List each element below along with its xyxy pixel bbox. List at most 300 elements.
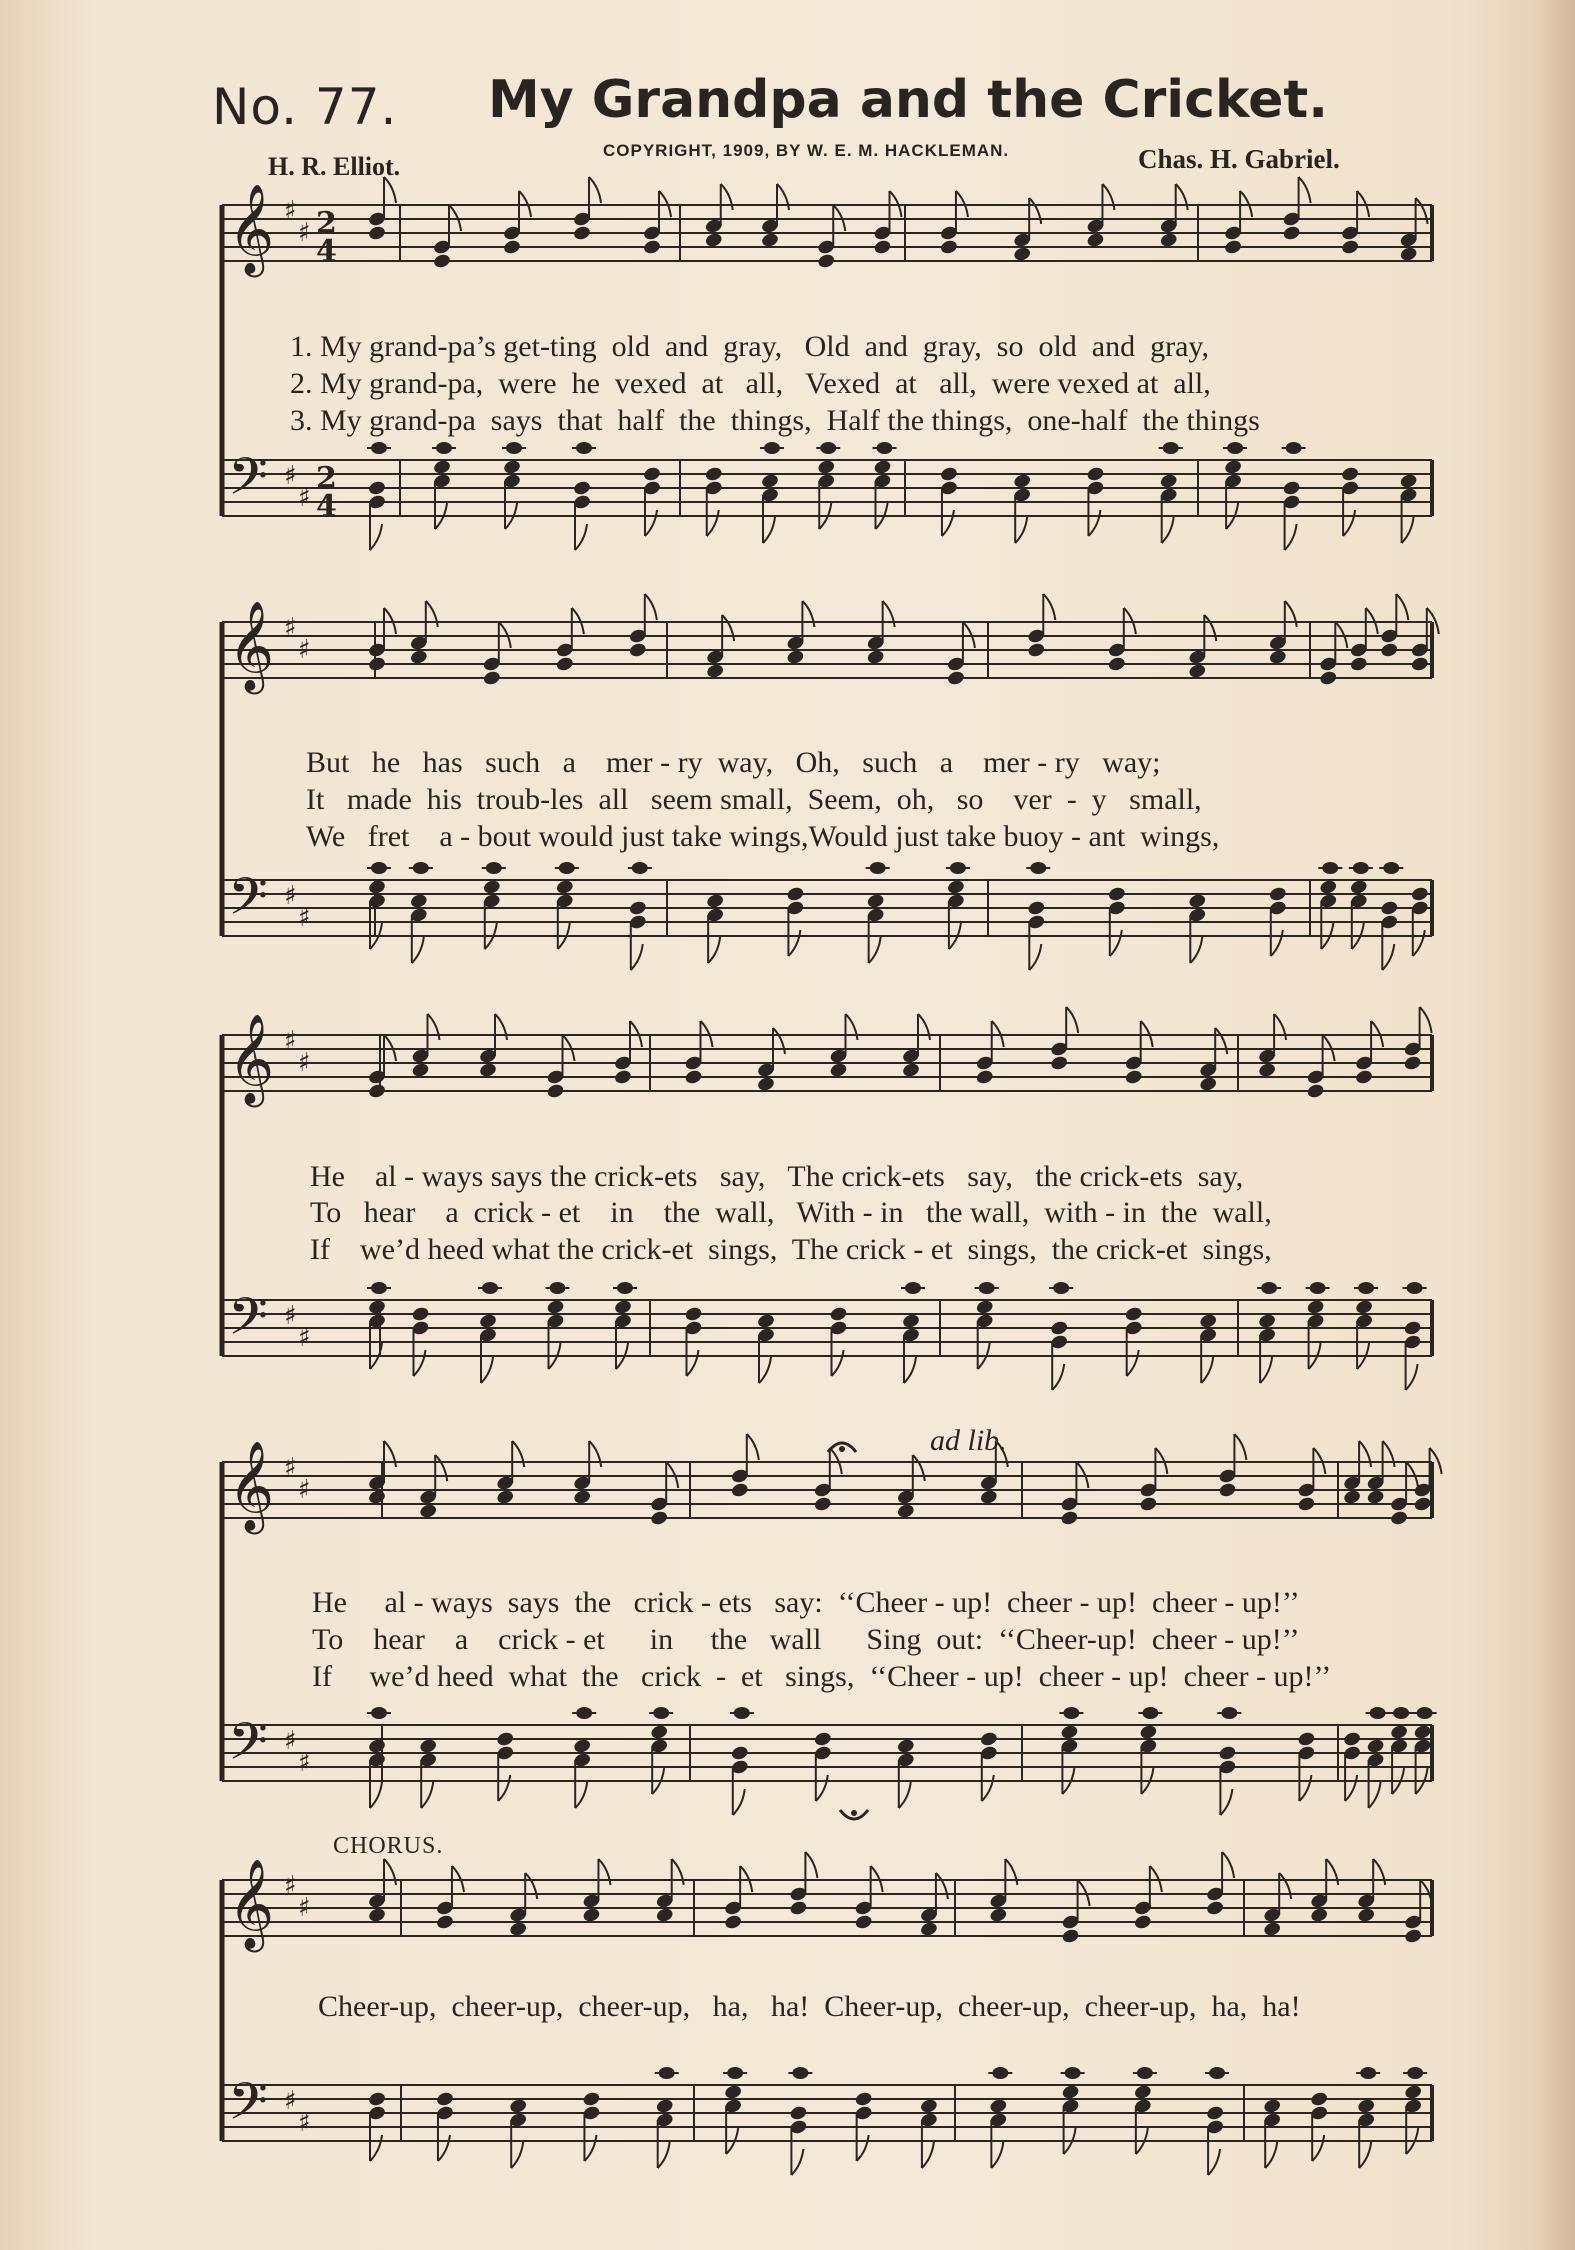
note-flag xyxy=(589,1441,601,1467)
note-flag xyxy=(1359,1441,1371,1467)
treble-notehead xyxy=(411,1062,430,1079)
bass-notehead xyxy=(919,2098,938,2115)
chorus-label: CHORUS. xyxy=(333,1833,444,1859)
note-flag xyxy=(421,1782,433,1808)
treble-notehead xyxy=(1013,246,1032,263)
note-flag xyxy=(370,524,382,550)
note-flag xyxy=(788,930,800,956)
treble-notehead xyxy=(1403,1055,1422,1072)
key-sharp: ♯ xyxy=(284,1453,297,1483)
composer-credit: Chas. H. Gabriel. xyxy=(1138,144,1340,174)
bass-notehead xyxy=(546,1299,565,1316)
bass-notehead xyxy=(411,1306,430,1323)
treble-clef: 𝄞 xyxy=(228,1859,275,1949)
treble-notehead xyxy=(1086,232,1105,249)
key-sharp: ♯ xyxy=(284,2086,297,2116)
bass-notehead xyxy=(730,1745,749,1762)
lyric-line: If we’d heed what the crick - et sings, ‘‘Cheer - up! cheer - up! cheer - up!’’ xyxy=(312,1660,1332,1693)
bass-notehead xyxy=(628,900,647,917)
fermata-dot xyxy=(851,1810,857,1816)
bass-notehead xyxy=(555,879,574,896)
bass-notehead xyxy=(979,1731,998,1748)
note-flag xyxy=(904,1357,916,1383)
treble-notehead xyxy=(1282,225,1301,242)
note-flag xyxy=(1066,1007,1078,1033)
bass-notehead xyxy=(817,459,836,476)
treble-notehead xyxy=(896,1503,915,1520)
note-flag xyxy=(1406,1364,1418,1390)
treble-notehead xyxy=(724,1914,743,1931)
bass-notehead xyxy=(760,473,779,490)
bass-notehead xyxy=(1310,2091,1329,2108)
key-sharp: ♯ xyxy=(284,613,297,643)
note-flag xyxy=(1343,510,1355,536)
treble-notehead xyxy=(1349,656,1368,673)
note-flag xyxy=(1279,1873,1291,1899)
bass-notehead xyxy=(975,1299,994,1316)
treble-notehead xyxy=(1124,1069,1143,1086)
note-flag xyxy=(899,1782,911,1808)
author-credit: H. R. Elliot. xyxy=(268,152,401,181)
note-flag xyxy=(791,2149,803,2175)
note-flag xyxy=(370,2135,382,2161)
treble-notehead xyxy=(432,253,451,270)
bass-notehead xyxy=(432,459,451,476)
treble-notehead xyxy=(409,649,428,666)
lyric-line: We fret a - bout would just take wings,Would just take buoy - ant wings, xyxy=(306,820,1220,853)
bass-notehead xyxy=(1061,2084,1080,2101)
note-flag xyxy=(658,2142,670,2168)
bass-notehead xyxy=(1282,480,1301,497)
bass-notehead xyxy=(1297,1731,1316,1748)
treble-clef: 𝄞 xyxy=(228,1441,275,1531)
note-flag xyxy=(1260,1357,1272,1383)
treble-notehead xyxy=(367,656,386,673)
note-flag xyxy=(1110,930,1122,956)
treble-notehead xyxy=(502,239,521,256)
time-signature: 2 xyxy=(316,206,337,241)
key-sharp: ♯ xyxy=(284,881,297,911)
treble-notehead xyxy=(1218,1482,1237,1499)
bass-notehead xyxy=(1355,1299,1374,1316)
note-flag xyxy=(1420,1007,1432,1033)
treble-notehead xyxy=(642,239,661,256)
key-sharp: ♯ xyxy=(284,1026,297,1056)
note-flag xyxy=(1052,1364,1064,1390)
note-flag xyxy=(1234,1434,1246,1460)
note-flag xyxy=(575,1782,587,1808)
bass-notehead xyxy=(435,2091,454,2108)
treble-notehead xyxy=(1199,1076,1218,1093)
bass-notehead xyxy=(684,1306,703,1323)
treble-notehead xyxy=(478,1062,497,1079)
bass-notehead xyxy=(1410,886,1429,903)
note-flag xyxy=(936,1873,948,1899)
treble-notehead xyxy=(1306,1083,1325,1100)
bass-clef: 𝄢 xyxy=(228,1711,268,1784)
note-flag xyxy=(991,2142,1003,2168)
bass-notehead xyxy=(1380,900,1399,917)
key-sharp: ♯ xyxy=(298,1893,311,1923)
bass-notehead xyxy=(1306,1299,1325,1316)
treble-notehead xyxy=(655,1907,674,1924)
treble-notehead xyxy=(756,1076,775,1093)
lyric-line: 3. My grand-pa says that half the things, Half the things, one-half the things xyxy=(290,404,1260,437)
note-flag xyxy=(584,2135,596,2161)
key-sharp: ♯ xyxy=(298,1323,311,1353)
treble-notehead xyxy=(582,1907,601,1924)
bass-notehead xyxy=(939,466,958,483)
time-signature: 2 xyxy=(316,461,337,496)
note-flag xyxy=(722,615,734,641)
note-flag xyxy=(1222,1852,1234,1878)
note-flag xyxy=(1162,517,1174,543)
key-sharp: ♯ xyxy=(298,903,311,933)
note-flag xyxy=(883,601,895,627)
time-signature: 4 xyxy=(316,489,337,524)
treble-notehead xyxy=(1263,1921,1282,1938)
bass-notehead xyxy=(613,1299,632,1316)
bass-notehead xyxy=(1050,1320,1069,1337)
bass-notehead xyxy=(854,2091,873,2108)
key-sharp: ♯ xyxy=(298,483,311,513)
note-flag xyxy=(1326,1859,1338,1885)
note-flag xyxy=(589,177,601,203)
treble-notehead xyxy=(760,232,779,249)
bass-notehead xyxy=(1263,2098,1282,2115)
note-flag xyxy=(802,601,814,627)
bass-notehead xyxy=(989,2098,1008,2115)
note-flag xyxy=(1285,524,1297,550)
treble-notehead xyxy=(789,1900,808,1917)
note-flag xyxy=(438,2135,450,2161)
bass-notehead xyxy=(1086,466,1105,483)
note-flag xyxy=(1312,2135,1324,2161)
treble-notehead xyxy=(1206,1900,1225,1917)
key-sharp: ♯ xyxy=(298,635,311,665)
treble-notehead xyxy=(367,1907,386,1924)
bass-notehead xyxy=(1060,1724,1079,1741)
note-flag xyxy=(846,1014,858,1040)
note-flag xyxy=(384,1441,396,1467)
note-flag xyxy=(773,1028,785,1054)
note-flag xyxy=(672,1859,684,1885)
note-flag xyxy=(1416,198,1428,224)
bass-notehead xyxy=(496,1731,515,1748)
bass-notehead xyxy=(1013,473,1032,490)
bass-notehead xyxy=(642,466,661,483)
treble-notehead xyxy=(650,1510,669,1527)
treble-notehead xyxy=(1319,670,1338,687)
note-flag xyxy=(763,517,775,543)
note-flag xyxy=(922,2142,934,2168)
treble-notehead xyxy=(939,239,958,256)
note-flag xyxy=(1382,944,1394,970)
copyright-notice: COPYRIGHT, 1909, BY W. E. M. HACKLEMAN. xyxy=(603,141,1010,160)
note-flag xyxy=(1299,1775,1311,1801)
note-flag xyxy=(1015,517,1027,543)
bass-clef: 𝄢 xyxy=(228,866,268,939)
treble-notehead xyxy=(1357,1907,1376,1924)
treble-notehead xyxy=(919,1921,938,1938)
bass-notehead xyxy=(704,466,723,483)
note-flag xyxy=(384,177,396,203)
note-flag xyxy=(913,1455,925,1481)
treble-notehead xyxy=(979,1489,998,1506)
treble-notehead xyxy=(1399,246,1418,263)
bass-notehead xyxy=(367,1738,386,1755)
bass-notehead xyxy=(1343,1731,1362,1748)
note-flag xyxy=(645,510,657,536)
treble-notehead xyxy=(786,649,805,666)
key-sharp: ♯ xyxy=(298,1475,311,1505)
bass-notehead xyxy=(1027,900,1046,917)
bass-notehead xyxy=(655,2098,674,2115)
key-sharp: ♯ xyxy=(284,1726,297,1756)
bass-notehead xyxy=(1206,2105,1225,2122)
treble-notehead xyxy=(1224,239,1243,256)
bass-notehead xyxy=(1139,1724,1158,1741)
treble-notehead xyxy=(854,1914,873,1931)
note-flag xyxy=(525,1873,537,1899)
note-flag xyxy=(414,1350,426,1376)
note-flag xyxy=(832,1350,844,1376)
bass-notehead xyxy=(509,2098,528,2115)
note-flag xyxy=(1127,1350,1139,1376)
treble-notehead xyxy=(946,670,965,687)
bass-notehead xyxy=(1199,1313,1218,1330)
note-flag xyxy=(498,1775,510,1801)
note-flag xyxy=(1190,937,1202,963)
treble-notehead xyxy=(613,1069,632,1086)
note-flag xyxy=(1383,1441,1395,1467)
bass-notehead xyxy=(582,2091,601,2108)
bass-notehead xyxy=(1107,886,1126,903)
bass-notehead xyxy=(572,480,591,497)
treble-notehead xyxy=(1390,1510,1409,1527)
key-sharp: ♯ xyxy=(298,1048,311,1078)
note-flag xyxy=(598,1859,610,1885)
treble-notehead xyxy=(1341,239,1360,256)
treble-notehead xyxy=(1107,656,1126,673)
ad-lib-marking: ad lib. xyxy=(930,1424,1007,1457)
key-sharp: ♯ xyxy=(284,461,297,491)
note-flag xyxy=(384,1859,396,1885)
note-flag xyxy=(1220,1789,1232,1815)
note-flag xyxy=(857,2135,869,2161)
hymn-title: My Grandpa and the Cricket. xyxy=(488,70,1329,130)
note-flag xyxy=(495,1014,507,1040)
bass-notehead xyxy=(901,1313,920,1330)
bass-notehead xyxy=(478,1313,497,1330)
note-flag xyxy=(721,184,733,210)
bass-notehead xyxy=(829,1306,848,1323)
bass-notehead xyxy=(502,459,521,476)
treble-notehead xyxy=(1139,1496,1158,1513)
note-flag xyxy=(1201,1357,1213,1383)
bass-notehead xyxy=(896,1738,915,1755)
lyric-line: To hear a crick - et in the wall Sing out: ‘‘Cheer-up! cheer - up!’’ xyxy=(312,1623,1300,1656)
bass-notehead xyxy=(1218,1745,1237,1762)
note-flag xyxy=(918,1014,930,1040)
note-flag xyxy=(708,937,720,963)
bass-notehead xyxy=(1133,2084,1152,2101)
note-flag xyxy=(747,1434,759,1460)
key-sharp: ♯ xyxy=(298,1748,311,1778)
bass-notehead xyxy=(1413,1724,1432,1741)
bass-notehead xyxy=(482,879,501,896)
treble-notehead xyxy=(555,656,574,673)
bass-notehead xyxy=(367,480,386,497)
note-flag xyxy=(1396,594,1408,620)
bass-notehead xyxy=(367,879,386,896)
bass-notehead xyxy=(1268,886,1287,903)
lyric-line: 1. My grand-pa’s get-ting old and gray, Old and gray, so old and gray, xyxy=(290,330,1209,363)
key-sharp: ♯ xyxy=(298,2108,311,2138)
note-flag xyxy=(759,1357,771,1383)
hymn-number: No. 77. xyxy=(212,78,398,136)
note-flag xyxy=(426,601,438,627)
treble-notehead xyxy=(901,1062,920,1079)
note-flag xyxy=(1005,1859,1017,1885)
note-flag xyxy=(645,594,657,620)
treble-notehead xyxy=(1061,1928,1080,1945)
treble-clef: 𝄞 xyxy=(228,184,275,274)
lyric-line: But he has such a mer - ry way, Oh, such a mer - ry way; xyxy=(306,746,1161,779)
treble-notehead xyxy=(866,649,885,666)
treble-notehead xyxy=(435,1914,454,1931)
note-flag xyxy=(1029,198,1041,224)
treble-notehead xyxy=(1343,1489,1362,1506)
bass-notehead xyxy=(419,1738,438,1755)
note-flag xyxy=(1102,184,1114,210)
bass-notehead xyxy=(724,2084,743,2101)
treble-notehead xyxy=(706,663,725,680)
bass-notehead xyxy=(756,1313,775,1330)
note-flag xyxy=(511,2142,523,2168)
note-flag xyxy=(1088,510,1100,536)
note-flag xyxy=(631,944,643,970)
note-flag xyxy=(687,1350,699,1376)
treble-notehead xyxy=(813,1496,832,1513)
bass-notehead xyxy=(789,2105,808,2122)
treble-notehead xyxy=(1310,1907,1329,1924)
treble-notehead xyxy=(817,253,836,270)
bass-clef: 𝄢 xyxy=(228,2071,268,2144)
lyric-line: It made his troub-les all seem small, Seem, oh, so ver - y small, xyxy=(306,783,1202,816)
treble-notehead xyxy=(496,1489,515,1506)
treble-notehead xyxy=(572,225,591,242)
bass-notehead xyxy=(1341,466,1360,483)
treble-notehead xyxy=(989,1907,1008,1924)
bass-notehead xyxy=(1357,2098,1376,2115)
note-flag xyxy=(805,1852,817,1878)
key-sharp: ♯ xyxy=(298,218,311,248)
bass-notehead xyxy=(1349,879,1368,896)
bass-notehead xyxy=(1399,473,1418,490)
note-flag xyxy=(1029,944,1041,970)
bass-notehead xyxy=(1404,2084,1423,2101)
treble-notehead xyxy=(1404,1928,1423,1945)
lyric-line: To hear a crick - et in the wall, With - in the wall, with - in the wall, xyxy=(310,1196,1272,1229)
key-sharp: ♯ xyxy=(284,196,297,226)
bass-notehead xyxy=(573,1738,592,1755)
treble-notehead xyxy=(1410,656,1429,673)
bass-notehead xyxy=(1403,1320,1422,1337)
note-flag xyxy=(1208,2149,1220,2175)
treble-notehead xyxy=(1268,649,1287,666)
note-flag xyxy=(733,1789,745,1815)
note-flag xyxy=(512,1441,524,1467)
time-signature: 4 xyxy=(316,234,337,269)
note-flag xyxy=(1265,2142,1277,2168)
note-flag xyxy=(1285,601,1297,627)
treble-notehead xyxy=(1060,1510,1079,1527)
bass-notehead xyxy=(1224,459,1243,476)
bass-notehead xyxy=(1159,473,1178,490)
treble-notehead xyxy=(573,1489,592,1506)
note-flag xyxy=(982,1775,994,1801)
treble-notehead xyxy=(509,1921,528,1938)
treble-notehead xyxy=(704,232,723,249)
bass-notehead xyxy=(650,1724,669,1741)
treble-notehead xyxy=(628,642,647,659)
treble-notehead xyxy=(1050,1055,1069,1072)
note-flag xyxy=(707,510,719,536)
note-flag xyxy=(942,510,954,536)
bass-notehead xyxy=(946,879,965,896)
lyric-line: Cheer-up, cheer-up, cheer-up, ha, ha! Cheer-up, cheer-up, cheer-up, ha, ha! xyxy=(318,1990,1301,2023)
bass-notehead xyxy=(866,893,885,910)
treble-notehead xyxy=(482,670,501,687)
note-flag xyxy=(412,937,424,963)
bass-notehead xyxy=(367,1299,386,1316)
treble-notehead xyxy=(1133,1914,1152,1931)
treble-notehead xyxy=(1159,232,1178,249)
treble-notehead xyxy=(1366,1489,1385,1506)
treble-notehead xyxy=(367,1489,386,1506)
treble-notehead xyxy=(367,1083,386,1100)
treble-notehead xyxy=(419,1503,438,1520)
treble-notehead xyxy=(1027,642,1046,659)
treble-notehead xyxy=(1258,1062,1277,1079)
bass-notehead xyxy=(1366,1738,1385,1755)
treble-notehead xyxy=(1297,1496,1316,1513)
bass-clef: 𝄢 xyxy=(228,446,268,519)
note-flag xyxy=(869,937,881,963)
treble-notehead xyxy=(873,239,892,256)
bass-notehead xyxy=(786,886,805,903)
note-flag xyxy=(435,1455,447,1481)
treble-notehead xyxy=(367,225,386,242)
bass-clef: 𝄢 xyxy=(228,1286,268,1359)
note-flag xyxy=(777,184,789,210)
note-flag xyxy=(1271,930,1283,956)
treble-notehead xyxy=(730,1482,749,1499)
treble-notehead xyxy=(829,1062,848,1079)
treble-notehead xyxy=(1413,1496,1432,1513)
note-flag xyxy=(428,1014,440,1040)
note-flag xyxy=(370,1782,382,1808)
key-sharp: ♯ xyxy=(284,1301,297,1331)
bass-notehead xyxy=(1188,893,1207,910)
lyric-line: If we’d heed what the crick-et sings, The crick - et sings, the crick-et sings, xyxy=(310,1233,1272,1266)
note-flag xyxy=(1204,615,1216,641)
lyric-line: He al - ways says the crick-ets say, The crick-ets say, the crick-ets say, xyxy=(310,1160,1244,1193)
note-flag xyxy=(1274,1014,1286,1040)
note-flag xyxy=(1299,177,1311,203)
treble-notehead xyxy=(975,1069,994,1086)
